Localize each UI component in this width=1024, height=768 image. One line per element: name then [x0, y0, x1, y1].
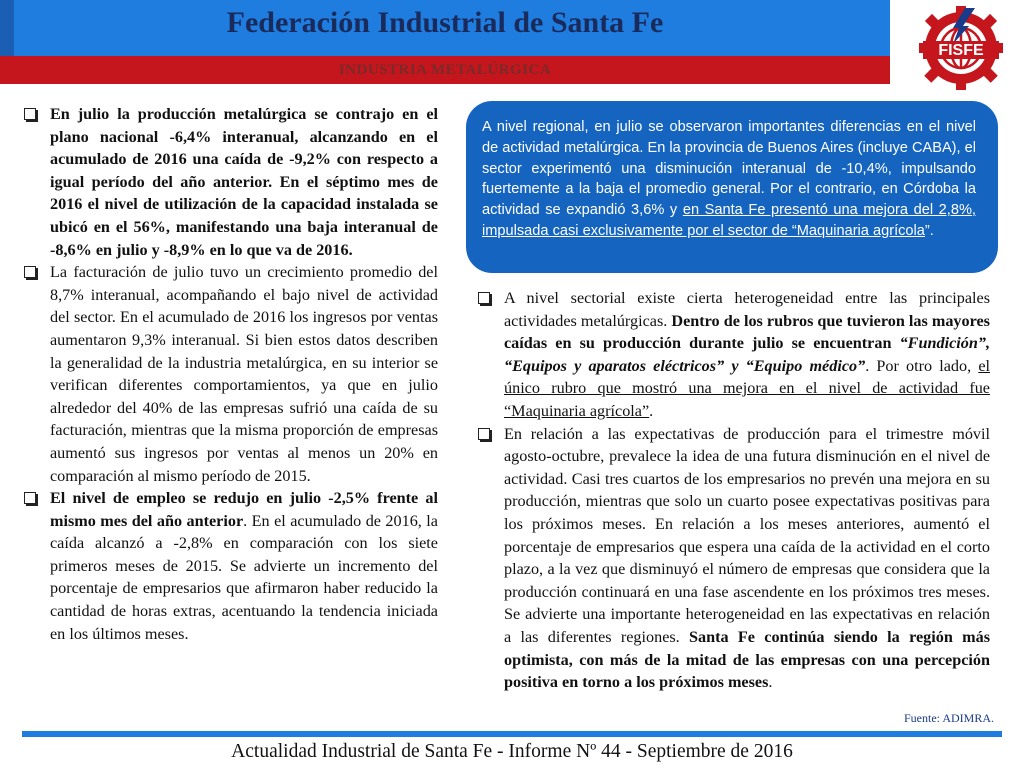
checkbox-bullet-icon: [24, 492, 36, 504]
right-column: [476, 287, 990, 694]
bullet-employment-bold: El nivel de empleo se redujo en julio -2,5% frente al mismo mes del año anterior: [50, 489, 438, 530]
checkbox-bullet-icon: [24, 108, 36, 120]
bullet-sectorial: [476, 287, 990, 423]
regional-callout: [466, 101, 998, 273]
callout-end: ”.: [924, 222, 934, 239]
callout-text: A nivel regional, en julio se observaron importantes diferencias en el nivel de actividad metalúrgica. En la provincia de Buenos Aires (incluye CABA), el sector experimentó una disminución interanual de -10,4%, impulsando fuertemente a la baja el promedio general. Por el contrario, en Córdoba la actividad se expandió 3,6% y: [482, 119, 977, 219]
bullet-expectations-end: .: [768, 673, 773, 692]
footer-divider: [22, 731, 1002, 737]
bullet-employment-text: . En el acumulado de 2016, la caída alcanzó a -2,8% en comparación con los siete primeros meses de 2015. Se advierte un incremento del porcentaje de empresarios que afirmaron haber reducido la cantidad de horas extras, acentuando la tendencia iniciada en los últimos meses.: [50, 511, 438, 643]
bullet-expectations: [476, 423, 990, 694]
bullet-sectorial-t1: A nivel sectorial existe cierta heterogeneidad entre las principales actividades metalúrgicas.: [504, 289, 990, 330]
bullet-sectorial-b1: Dentro de los rubros que tuvieron las mayores caídas en su producción durante julio se encuentran: [504, 311, 990, 353]
fisfe-logo: [905, 4, 1017, 92]
checkbox-bullet-icon: [478, 428, 490, 440]
bullet-sectorial-t2: . Por otro lado,: [865, 356, 979, 375]
left-column: [22, 103, 438, 645]
source-note: Fuente: ADIMRA.: [904, 711, 994, 725]
logo-text: FISFE: [938, 42, 984, 59]
checkbox-bullet-icon: [478, 292, 490, 304]
bullet-expectations-bold: Santa Fe continúa siendo la región más optimista, con más de la mitad de las empresas con una percepción positiva en torno a los próximos meses: [504, 627, 990, 692]
bullet-employment: [22, 487, 438, 645]
bullet-production: [22, 103, 438, 261]
footer-text: Actualidad Industrial de Santa Fe - Informe Nº 44 - Septiembre de 2016: [231, 741, 793, 762]
bullet-production-text: En julio la producción metalúrgica se contrajo en el plano nacional -6,4% interanual, alcanzando en el acumulado de 2016 una caída de -9,2% con respecto a igual período del año anterior. En el séptimo mes de 2016 el nivel de utilización de la capacidad instalada se ubicó en el 56%, manifestando una baja interanual de -8,6% en julio y -8,9% en lo que va de 2016.: [50, 105, 438, 259]
page-subtitle: INDUSTRIA METALÚRGICA: [338, 62, 552, 78]
bullet-billing-text: La facturación de julio tuvo un crecimiento promedio del 8,7% interanual, acompañando el bajo nivel de actividad del sector. En el acumulado de 2016 los ingresos por ventas aumentaron 9,3% interanual. Si bien estos datos describen la generalidad de la industria metalúrgica, en su interior se verifican diferentes comportamientos, ya que en julio alrededor del 40% de las empresas sufrió una caída de su facturación, mientras que la misma proporción de empresas aumentó sus ingresos por ventas al menos un 20% en comparación al mismo período de 2015.: [50, 263, 438, 485]
bullet-sectorial-t3: .: [649, 401, 654, 420]
bullet-billing: [22, 261, 438, 487]
bullet-expectations-text: En relación a las expectativas de producción para el trimestre móvil agosto-octubre, prevalece la idea de una futura disminución en el nivel de actividad. Casi tres cuartos de los empresarios no prevén una mejora en su producción, mientras que solo un cuarto posee expectativas positivas para los próximos meses. En relación a los meses anteriores, aumentó el porcentaje de empresarios que espera una caída de la actividad en el corto plazo, a la vez que disminuyó el número de empresas que considera que la producción continuará en una fase ascendente en los próximos tres meses. Se advierte una importante heterogeneidad en las expectativas en relación a las diferentes regiones.: [504, 424, 990, 646]
page-title: Federación Industrial de Santa Fe: [226, 6, 664, 39]
callout-underlined: en Santa Fe presentó una mejora del 2,8%, impulsada casi exclusivamente por el sector de “Maquinaria agrícola: [482, 202, 976, 239]
checkbox-bullet-icon: [24, 266, 36, 278]
bullet-sectorial-u1: el único rubro que mostró una mejora en el nivel de actividad fue “Maquinaria agrícola”: [504, 356, 990, 420]
bullet-sectorial-bi1: “Fundición”, “Equipos y aparatos eléctricos” y “Equipo médico”: [504, 334, 990, 375]
